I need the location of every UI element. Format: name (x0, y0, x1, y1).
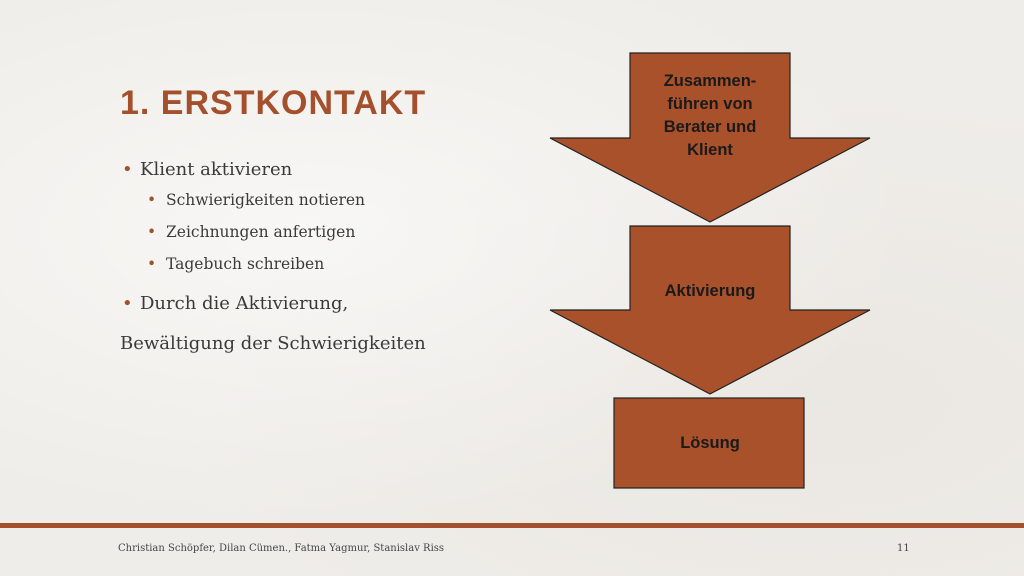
sub-bullet-tagebuch: • Tagebuch schreiben (120, 248, 540, 280)
footer-authors: Christian Schöpfer, Dilan Cümen., Fatma Yagmur, Stanislav Riss (118, 543, 445, 554)
bullet-continuation: Bewältigung der Schwierigkeiten (120, 333, 426, 354)
sub-bullet-schwierigkeiten: • Schwierigkeiten notieren (120, 184, 540, 216)
arrow-step-2-label: Aktivierung (664, 282, 756, 300)
step1-line-1: Zusammen- (663, 72, 757, 90)
bullet-list (120, 156, 540, 358)
step1-line-4: Klient (687, 141, 733, 159)
step1-line-3: Berater und (663, 118, 757, 136)
step1-line-2: führen von (667, 95, 753, 113)
sub-bullet-zeichnungen: • Zeichnungen anfertigen (120, 216, 540, 248)
bullet-item-klient-aktivieren: • Klient aktivieren (120, 156, 540, 184)
page-number: 11 (897, 543, 910, 554)
arrow-step-1-label (626, 70, 794, 162)
footer-divider (0, 523, 1024, 528)
slide-title: 1. ERSTKONTAKT (120, 84, 427, 122)
process-diagram (548, 52, 872, 492)
bullet-item-aktivierung: • Durch die Aktivierung, (120, 290, 540, 318)
box-step-3-label: Lösung (680, 434, 740, 452)
arrow-step-2-shape (550, 226, 870, 394)
